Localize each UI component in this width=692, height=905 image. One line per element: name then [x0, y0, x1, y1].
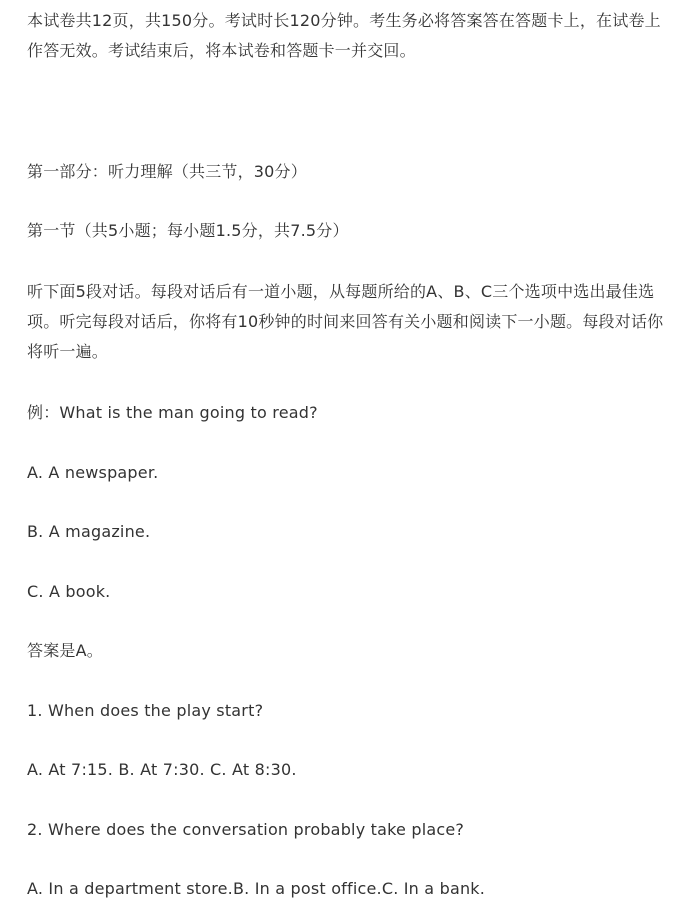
question-1-options: A. At 7:15. B. At 7:30. C. At 8:30.: [27, 760, 297, 779]
exam-instructions-paragraph: 本试卷共12页，共150分。考试时长120分钟。考生务必将答案答在答题卡上，在试卷上作答无效。考试结束后，将本试卷和答题卡一并交回。: [27, 11, 661, 60]
question-1: 1. When does the play start?: [27, 701, 264, 720]
question-2: 2. Where does the conversation probably take place?: [27, 820, 465, 839]
example-question: 例：What is the man going to read?: [27, 403, 318, 422]
example-option-a: A. A newspaper.: [27, 463, 159, 482]
part-one-heading: 第一部分：听力理解（共三节，30分）: [27, 162, 307, 181]
section-one-heading: 第一节（共5小题；每小题1.5分，共7.5分）: [27, 221, 349, 240]
example-answer: 答案是A。: [27, 641, 103, 660]
listening-instructions: 听下面5段对话。每段对话后有一道小题，从每题所给的A、B、C三个选项中选出最佳选项。听完每段对话后，你将有10秒钟的时间来回答有关小题和阅读下一小题。每段对话你将听一遍。: [27, 282, 664, 361]
example-option-b: B. A magazine.: [27, 522, 151, 541]
question-2-options: A. In a department store.B. In a post office.C. In a bank.: [27, 879, 486, 898]
example-option-c: C. A book.: [27, 582, 111, 601]
